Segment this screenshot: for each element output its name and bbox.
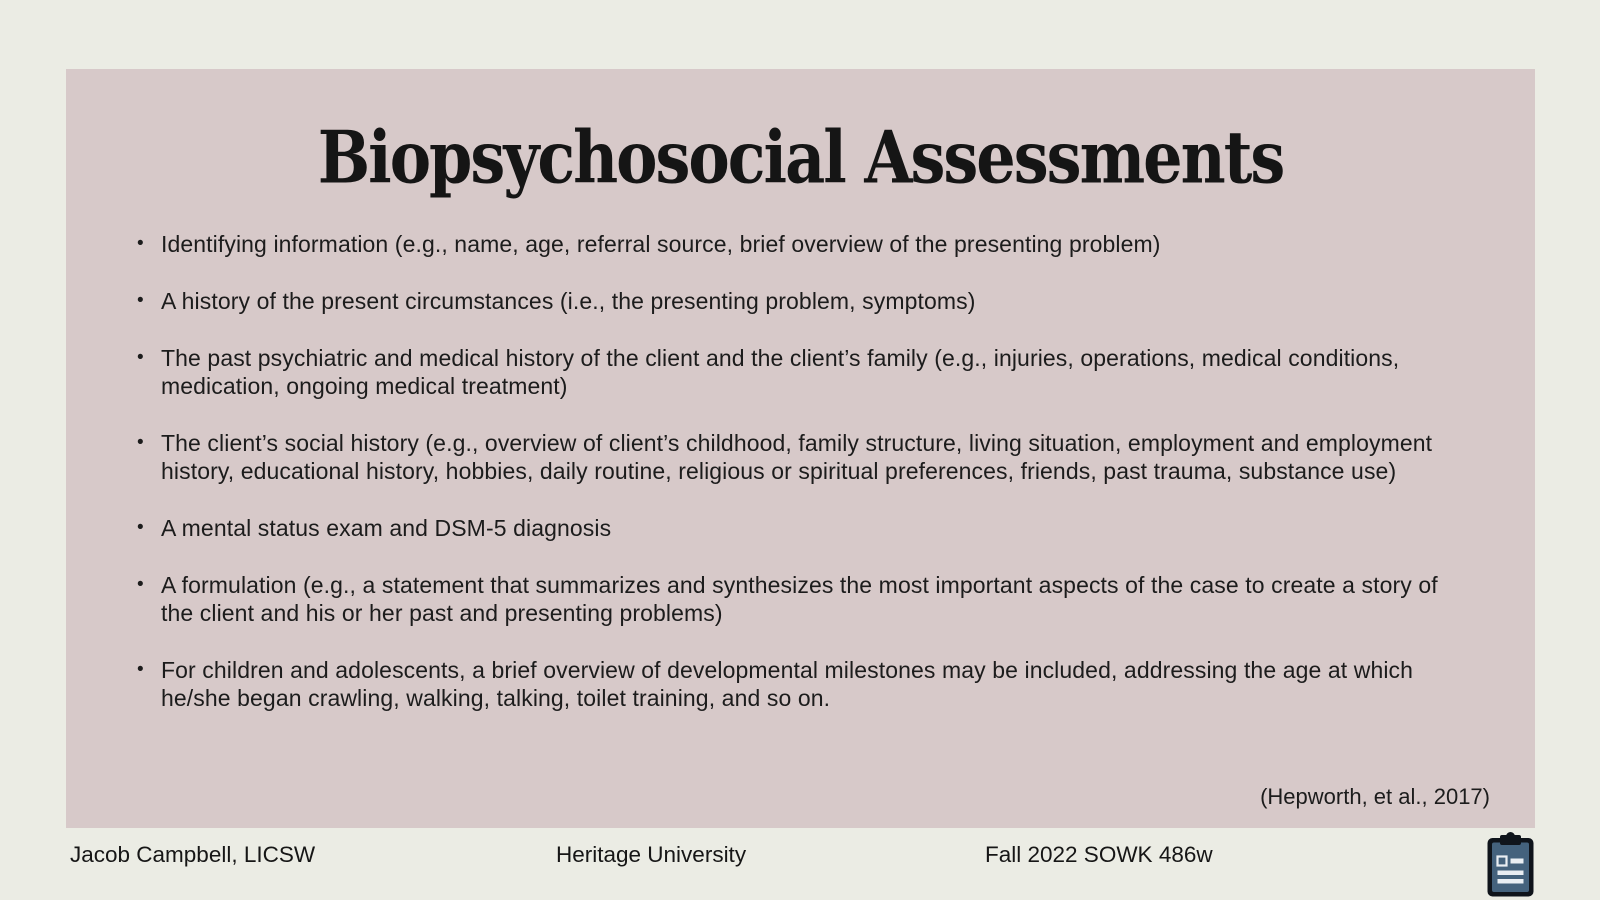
footer-institution: Heritage University [556,842,747,867]
citation: (Hepworth, et al., 2017) [1260,784,1490,809]
footer-course: Fall 2022 SOWK 486w [985,842,1213,867]
bullet-item [137,429,1461,485]
bullet-text: The client’s social history (e.g., overview of client’s childhood, family structure, living situation, employment and employment history, educational history, hobbies, daily routine, religious or spiritual preferences, friends, past trauma, substance use) [161,430,1433,484]
slide-content-card [66,69,1535,828]
bullet-text: A mental status exam and DSM-5 diagnosis [161,515,612,541]
footer-bar [0,828,1600,900]
bullet-item [137,571,1461,627]
bullet-text: Identifying information (e.g., name, age, referral source, brief overview of the presenting problem) [161,231,1161,257]
bullet-list [66,230,1535,712]
bullet-marker: • [137,233,144,254]
bullet-text: For children and adolescents, a brief overview of developmental milestones may be included, addressing the age at which he/she began crawling, walking, talking, toilet training, and so on. [161,657,1414,711]
bullet-text: A formulation (e.g., a statement that summarizes and synthesizes the most important aspects of the case to create a story of the client and his or her past and presenting problems) [161,572,1438,626]
bullet-item [137,344,1461,400]
bullet-item [137,656,1461,712]
bullet-text: A history of the present circumstances (i.e., the presenting problem, symptoms) [161,288,976,314]
bullet-marker: • [137,432,144,453]
footer-author: Jacob Campbell, LICSW [70,842,316,867]
bullet-text: The past psychiatric and medical history of the client and the client’s family (e.g., injuries, operations, medical conditions, medication, ongoing medical treatment) [161,345,1400,399]
bullet-marker: • [137,517,144,538]
bullet-item [137,287,1461,315]
bullet-marker: • [137,347,144,368]
slide-title: Biopsychosocial Assessments [317,115,1284,200]
bullet-marker: • [137,574,144,595]
bullet-item [137,514,1461,542]
clipboard-icon [1487,832,1534,897]
bullet-marker: • [137,659,144,680]
bullet-item [137,230,1461,258]
bullet-marker: • [137,290,144,311]
